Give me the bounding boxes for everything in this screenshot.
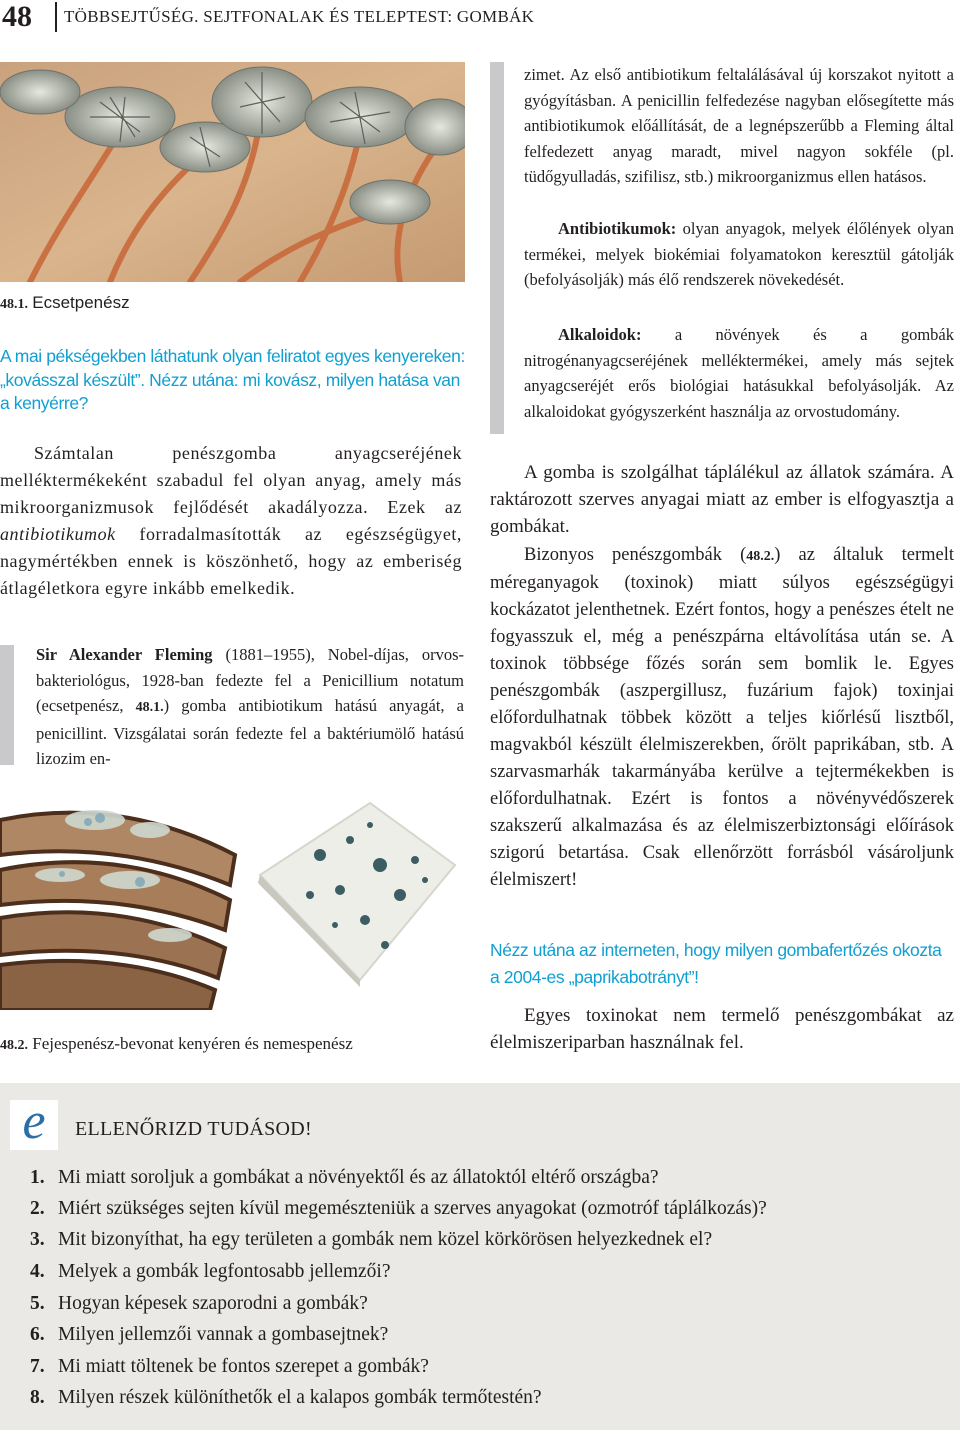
definition-antibiotics <box>524 216 954 293</box>
paragraph-antibiotics-part1: Számtalan penészgomba anyagcseréjének melléktermékeként szabadul fel olyan anyag, amely más mikroorganizmusok fejlődését akadályozza. Ezek az <box>0 443 462 517</box>
review-question: 2. Miért szükséges sejten kívül megemészteniük a szerves anyagokat (ozmotróf táplálkozás)? <box>30 1198 767 1219</box>
paragraph-toxins-part2: ) az általuk termelt méreganyagok (toxinok) miatt súlyos egészségügyi kockázatot jelenthetnek. Ezért fontos, hogy a penészes ételt ne fogyasszuk el, még a penészpárna eltávolítása után se. A toxinok többsége főzés során sem bomlik le. Egyes penészgombák (aszpergillusz, fuzárium fajok) toxinjai előfordulhatnak többek között a teljes kiőrlésű lisztből, magvakból készült élelmiszerekben, őrölt paprikában, stb. A szarvasmarhák takarmányába kerülve a tejtermékekben is előfordulhatnak. Ezért is fontos a növényvédőszerek szakszerű alkalmazása és az élelmiszerbiztonsági előírások szigorú betartása. Csak ellenőrzött forrásból vásároljunk élelmiszert! <box>490 545 954 890</box>
term-antibiotikumok: antibiotikumok <box>0 524 116 544</box>
paragraph-antibiotics-part2: forradalmasították az egészségügyet, nagymértékben ennek is köszönhető, hogy az emberiség átlagéletkora egyre inkább emelkedik. <box>0 524 462 598</box>
right-sidebar-bar <box>490 62 504 434</box>
definition-antibiotics-text: olyan anyagok, melyek élőlények olyan termékei, melyek biokémiai folyamatokon keresztül gátolják (befolyásolják) más élő rendszerek növekedését. <box>524 219 954 289</box>
fleming-figure-ref: 48.1. <box>135 700 164 715</box>
fleming-name: Sir Alexander Fleming <box>36 645 213 664</box>
fleming-box-bar <box>0 645 14 765</box>
figure2-caption-number: 48.2. <box>0 1038 28 1053</box>
tip-kovasz-line3: a kenyérre? <box>0 393 89 413</box>
paragraph-toxins-ref: 48.2. <box>746 549 775 564</box>
chapter-title: TÖBBSEJTŰSÉG. SEJTFONALAK ÉS TELEPTEST: GOMBÁK <box>64 7 535 26</box>
paragraph-food: A gomba is szolgálhat táplálékul az állatok számára. A raktározott szerves anyagai miatt az ember is elfogyasztja a gombákat. <box>490 462 954 537</box>
definition-alkaloids-term: Alkaloidok: <box>558 325 642 344</box>
paragraph-toxins-part1: Bizonyos penészgombák ( <box>524 545 747 565</box>
figure-bread-mold-image <box>0 800 240 1010</box>
review-question: 7. Mi miatt töltenek be fontos szerepet a gombák? <box>30 1356 429 1377</box>
figure2-caption <box>0 1033 353 1057</box>
definition-alkaloids <box>524 322 954 424</box>
page-number: 48 <box>2 0 32 33</box>
review-question: 1. Mi miatt soroljuk a gombákat a növényektől és az állatoktól eltérő országba? <box>30 1167 659 1188</box>
figure-blue-cheese-image <box>250 795 465 990</box>
fleming-text-part1: (1881–1955), Nobel-díjas, orvos-bakteriológus, 1928-ban fedezte fel a Penicillium notatum (ecsetpenész, <box>36 645 464 715</box>
review-question: 5. Hogyan képesek szaporodni a gombák? <box>30 1293 368 1314</box>
e-book-icon: e <box>10 1100 58 1150</box>
figure2-caption-text: Fejespenész-bevonat kenyéren és nemespenész <box>32 1034 353 1053</box>
figure1-caption-text: Ecsetpenész <box>32 293 130 312</box>
header-divider <box>55 2 57 32</box>
paragraph-toxins <box>490 542 954 894</box>
review-question: 4. Melyek a gombák legfontosabb jellemzői? <box>30 1261 391 1282</box>
review-question: 6. Milyen jellemzői vannak a gombasejtnek? <box>30 1324 389 1345</box>
tip-kovasz-line2: „kovásszal készült”. Nézz utána: mi kovász, milyen hatása van <box>0 369 460 390</box>
paragraph-antibiotics <box>0 440 462 602</box>
tip-kovasz-line1: A mai pékségekben láthatunk olyan feliratot egyes kenyereken: <box>0 346 465 366</box>
right-intro: zimet. Az első antibiotikum feltalálásával új korszakot nyitott a gyógyításban. A penicillin felfedezése nagyban elősegítette más antibiotikumok előállítását, de a legnépszerűbb a Fleming által felfedezett anyag maradt, mivel nagyon sokféle (pl. tüdőgyulladás, szifilisz, stb.) mikroorganizmus ellen hatásos. <box>524 65 954 186</box>
tip-paprika <box>490 937 960 991</box>
definition-antibiotics-term: Antibiotikumok: <box>558 219 677 238</box>
tip-kovasz <box>0 345 470 416</box>
tip-paprika-line1: Nézz utána az interneten, hogy milyen gombafertőzés okozta <box>490 940 942 960</box>
fleming-text-part2: ) gomba antibiotikum hatású anyagát, a penicillint. Vizsgálatai során fedezte fel a baktériumölő hatású lizozim en- <box>36 696 464 768</box>
fleming-box <box>36 642 464 772</box>
review-question: 3. Mit bizonyíthat, ha egy területen a gombák nem közel körkörösen helyezkednek el? <box>30 1229 713 1250</box>
definition-alkaloids-text: a növények és a gombák nitrogénanyagcseréjének melléktermékei, amely más sejtek anyagcseréjét erős biológiai hatásukkal befolyásolják. Az alkaloidokat gyógyszerként használja az orvostudomány. <box>524 325 954 421</box>
review-title: ELLENŐRIZD TUDÁSOD! <box>75 1118 312 1140</box>
tip-paprika-line2: a 2004-es „paprikabotrányt”! <box>490 967 699 987</box>
figure1-caption-number: 48.1. <box>0 297 28 312</box>
figure1-caption <box>0 292 130 316</box>
review-question: 8. Milyen részek különíthetők el a kalapos gombák termőtestén? <box>30 1387 542 1408</box>
figure-penicillium-image <box>0 62 465 282</box>
paragraph-industry: Egyes toxinokat nem termelő penészgombákat az élelmiszeriparban használnak fel. <box>490 1005 954 1053</box>
